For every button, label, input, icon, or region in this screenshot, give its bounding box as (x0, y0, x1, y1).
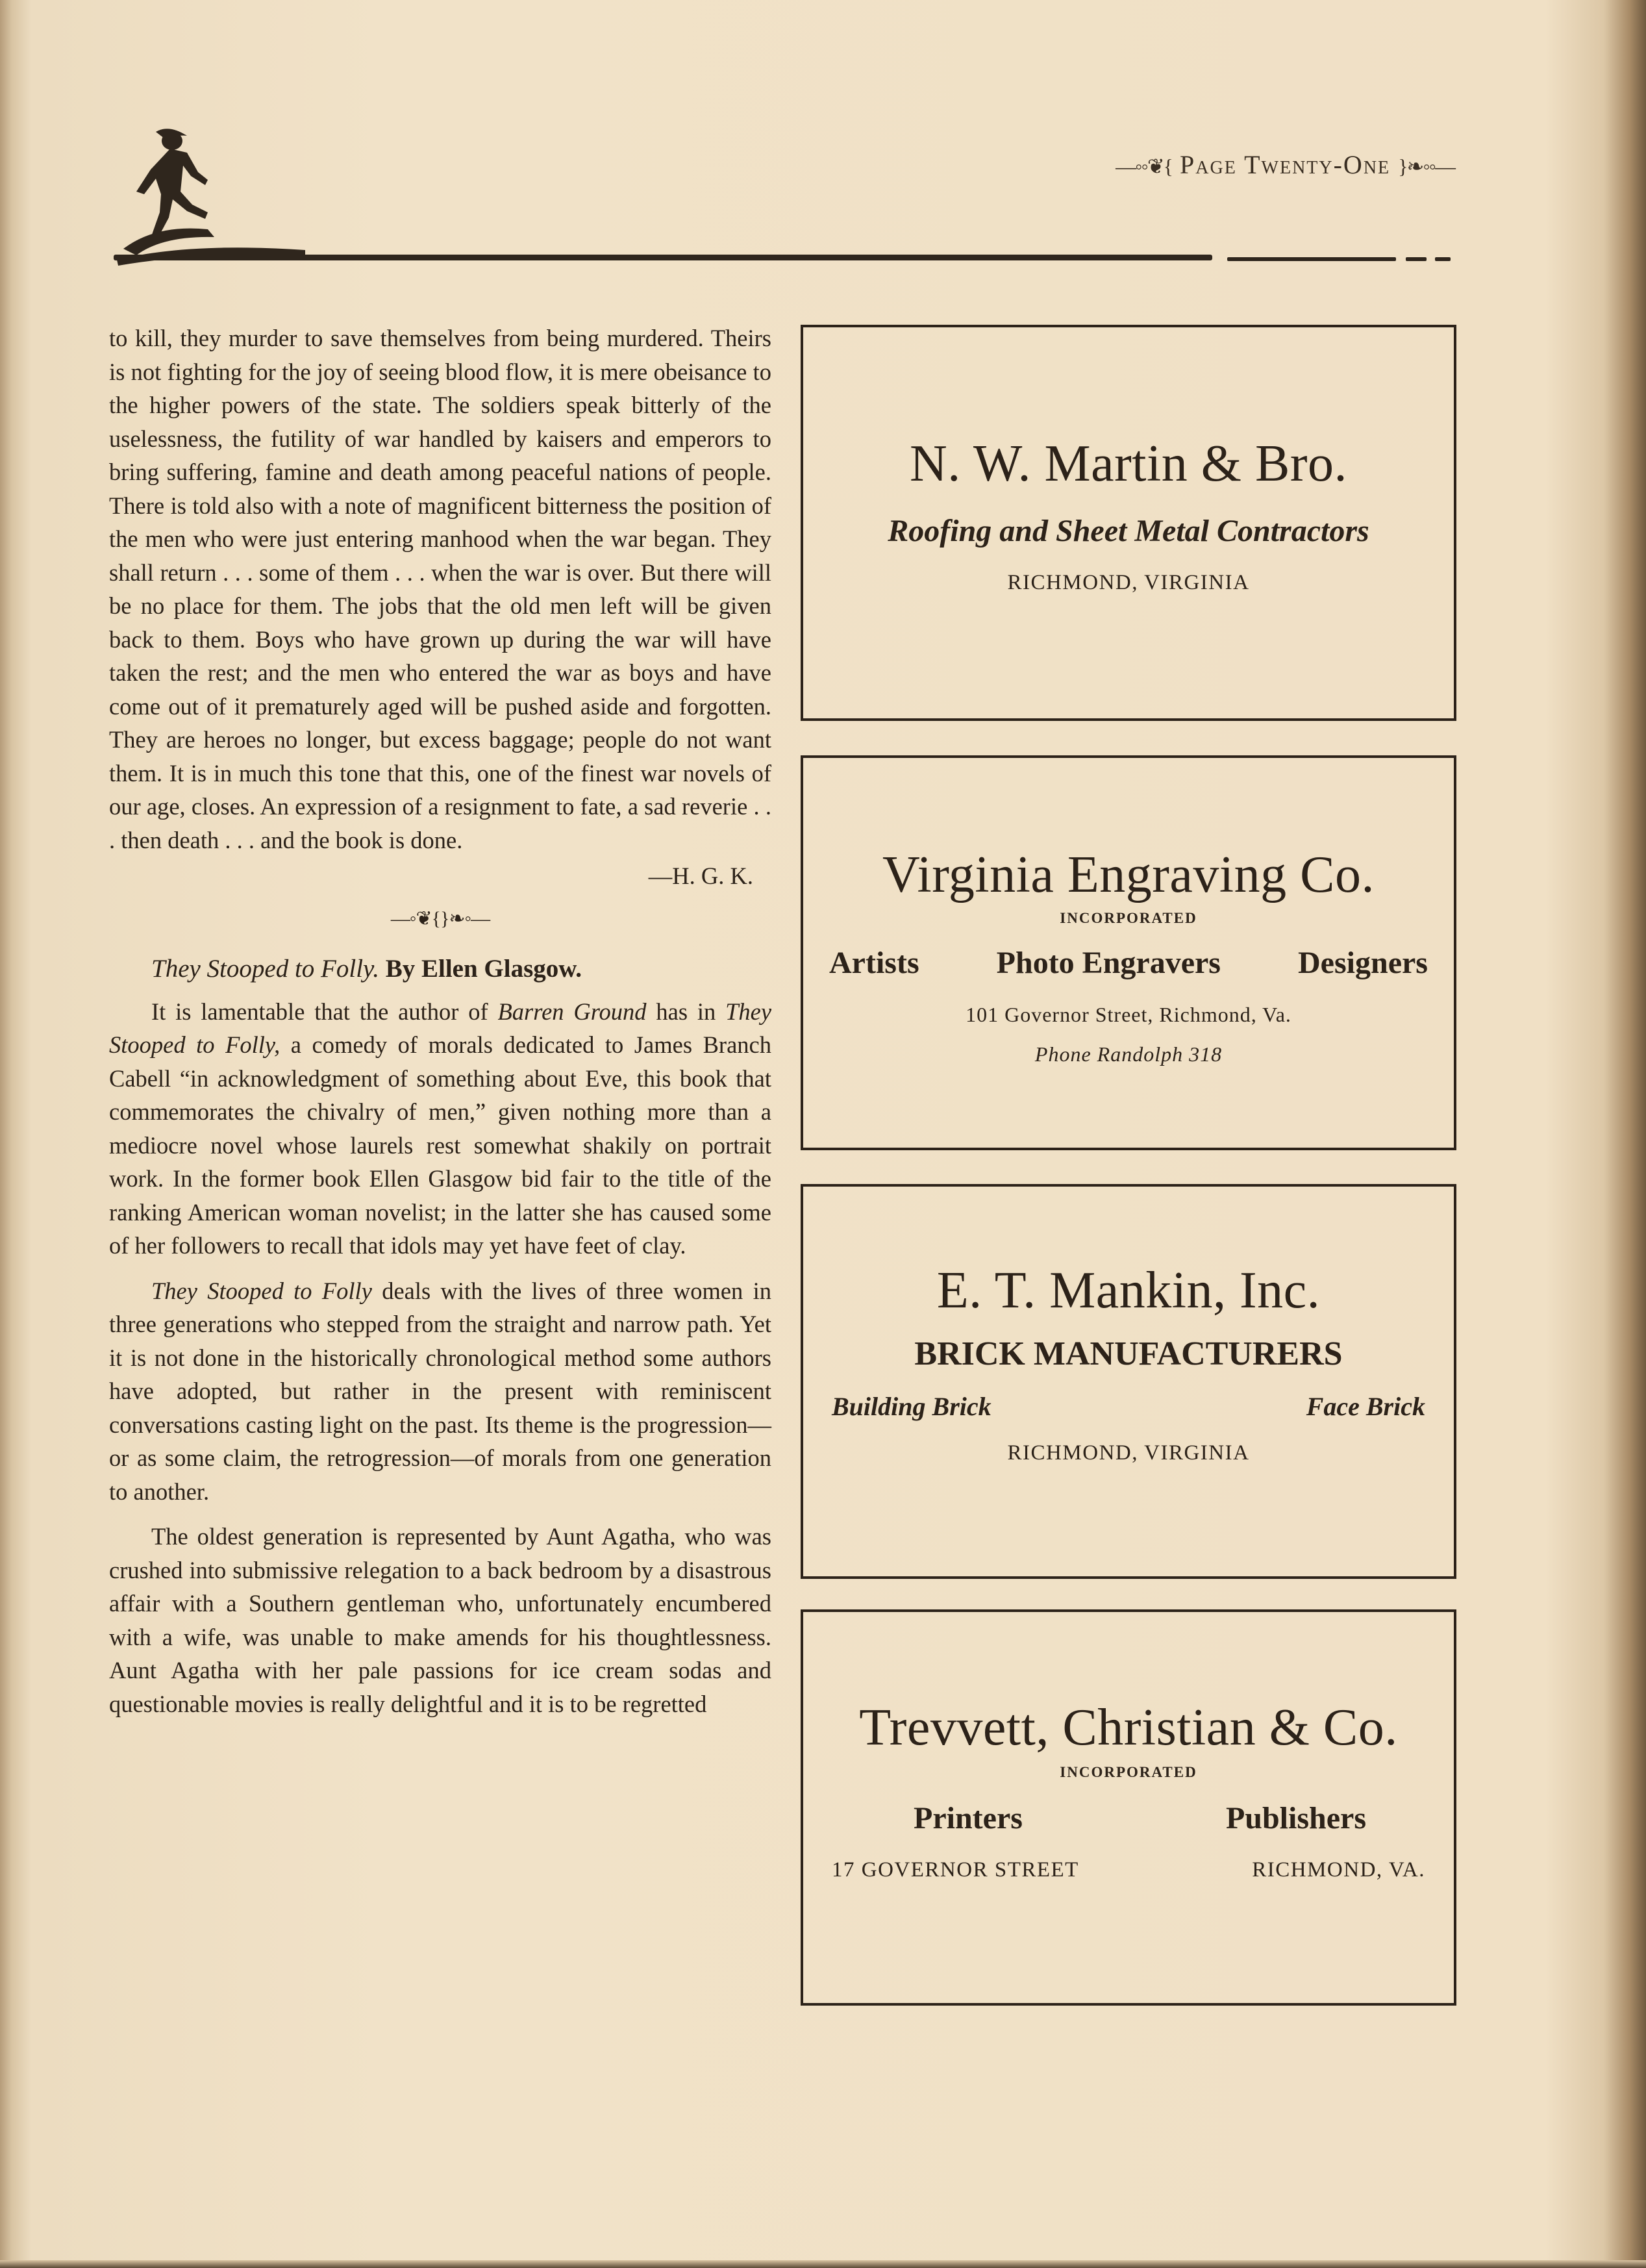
review-column (109, 321, 771, 1720)
ad-service: Artists (829, 946, 919, 980)
review-signature: —H. G. K. (648, 863, 753, 889)
ad-services (914, 1800, 1366, 1836)
ad-city: RICHMOND, VA. (1252, 1858, 1425, 1882)
review-paragraph-2: They Stooped to Folly deals with the lives of three women in three generations who stepped from the straight and narrow path. Yet it is not done in the historically chronological method some authors have adopted, but rather in the present with reminiscent conversations casting light on the past. Its theme is the progression—or as some claim, the retrogression—of morals from one generation to another. (109, 1277, 772, 1505)
ad-service: Publishers (1225, 1801, 1366, 1835)
review-paragraph-3: The oldest generation is represented by Aunt Agatha, who was crushed into submissive relegation to a back bedroom by a disastrous affair with a Southern gentleman who, unfortunately encumbered with a wife, was unable to make amends for his thoughtlessness. Aunt Agatha with her pale passions for ice cream sodas and questionable movies is really delightful and it is to be regretted (109, 1523, 771, 1717)
ornament-left-icon: —◦◦❦{ (1116, 155, 1173, 178)
ad-service: Printers (914, 1801, 1023, 1835)
review-heading (109, 952, 771, 986)
ad-phone: Phone Randolph 318 (1034, 1042, 1223, 1066)
ad-location: RICHMOND, VIRGINIA (1007, 571, 1250, 594)
runner-logo-icon (110, 127, 305, 273)
ad-incorporated: INCORPORATED (1060, 910, 1197, 926)
ad-service: Designers (1298, 946, 1428, 980)
continued-paragraph: to kill, they murder to save themselves from being murdered. Theirs is not fighting for the joy of seeing blood flow, it is mere obeisance to the higher powers of the state. The soldiers speak bitterly of the uselessness, the futility of war handled by kaisers and emperors to bring suffering, famine and death among peaceful nations of people. There is told also with a note of magnificent bitterness the position of the men who were just entering manhood when the war began. They shall return . . . some of them . . . when the war is over. But there will be no place for them. The jobs that the old men left will be given back to them. Boys who have grown up during the war will have taken the rest; and the men who entered the war as boys and have come out of it prematurely aged will be pushed aside and forgotten. They are heroes no longer, but excess baggage; people do not want them. It is in much this tone that this, one of the finest war novels of our age, closes. An expression of a resignment to fate, a sad reverie . . . then death . . . and the book is done. (109, 325, 771, 853)
ad-location: RICHMOND, VIRGINIA (1007, 1441, 1250, 1465)
review-book-title: They Stooped to Folly. (151, 955, 379, 983)
ad-tagline: BRICK MANUFACTURERS (914, 1335, 1343, 1372)
page-number-heading (1065, 149, 1454, 180)
header-rule-dash (1406, 257, 1427, 261)
ornament-right-icon: }❧◦◦— (1398, 155, 1454, 178)
page-number: Page Twenty-One (1180, 150, 1391, 179)
ad-company-name: Trevvett, Christian & Co. (859, 1699, 1398, 1756)
ad-address: 101 Governor Street, Richmond, Va. (966, 1003, 1291, 1026)
section-divider-ornament: —◦❦{}❧◦— (390, 907, 490, 929)
header-rule (114, 255, 1212, 260)
page-edge (0, 2260, 1646, 2268)
review-author: By Ellen Glasgow. (385, 955, 582, 983)
ad-incorporated: INCORPORATED (1060, 1764, 1197, 1780)
ad-product: Face Brick (1306, 1392, 1425, 1421)
review-paragraph-1: It is lamentable that the author of Barren Ground has in They Stooped to Folly, a comedy of morals dedicated to James Branch Cabell “in acknowledgment of something about Eve, this book that commemorates the chivalry of men,” given nothing more than a mediocre novel whose laurels rest somewhat shakily on portrait work. In the former book Ellen Glasgow bid fair to the title of the ranking American woman novelist; in the latter she has caused some of her followers to recall that idols may yet have feet of clay. (109, 998, 772, 1259)
ad-tagline: Roofing and Sheet Metal Contractors (888, 514, 1369, 548)
ad-address: 17 GOVERNOR STREET (832, 1858, 1079, 1882)
ad-company-name: E. T. Mankin, Inc. (936, 1262, 1321, 1319)
ad-products (832, 1391, 1425, 1422)
header-rule-dash (1227, 257, 1396, 261)
ad-virginia-engraving (801, 755, 1456, 1150)
ad-et-mankin (801, 1184, 1456, 1579)
ad-service: Photo Engravers (996, 946, 1221, 980)
ad-company-name: N. W. Martin & Bro. (910, 435, 1347, 492)
ad-trevvett-christian (801, 1609, 1456, 2006)
header-rule-dash (1435, 257, 1451, 261)
ad-nw-martin (801, 325, 1456, 721)
ad-address-row (832, 1858, 1425, 1882)
ad-product: Building Brick (832, 1392, 991, 1421)
ad-services (829, 945, 1428, 981)
ad-company-name: Virginia Engraving Co. (882, 846, 1375, 903)
